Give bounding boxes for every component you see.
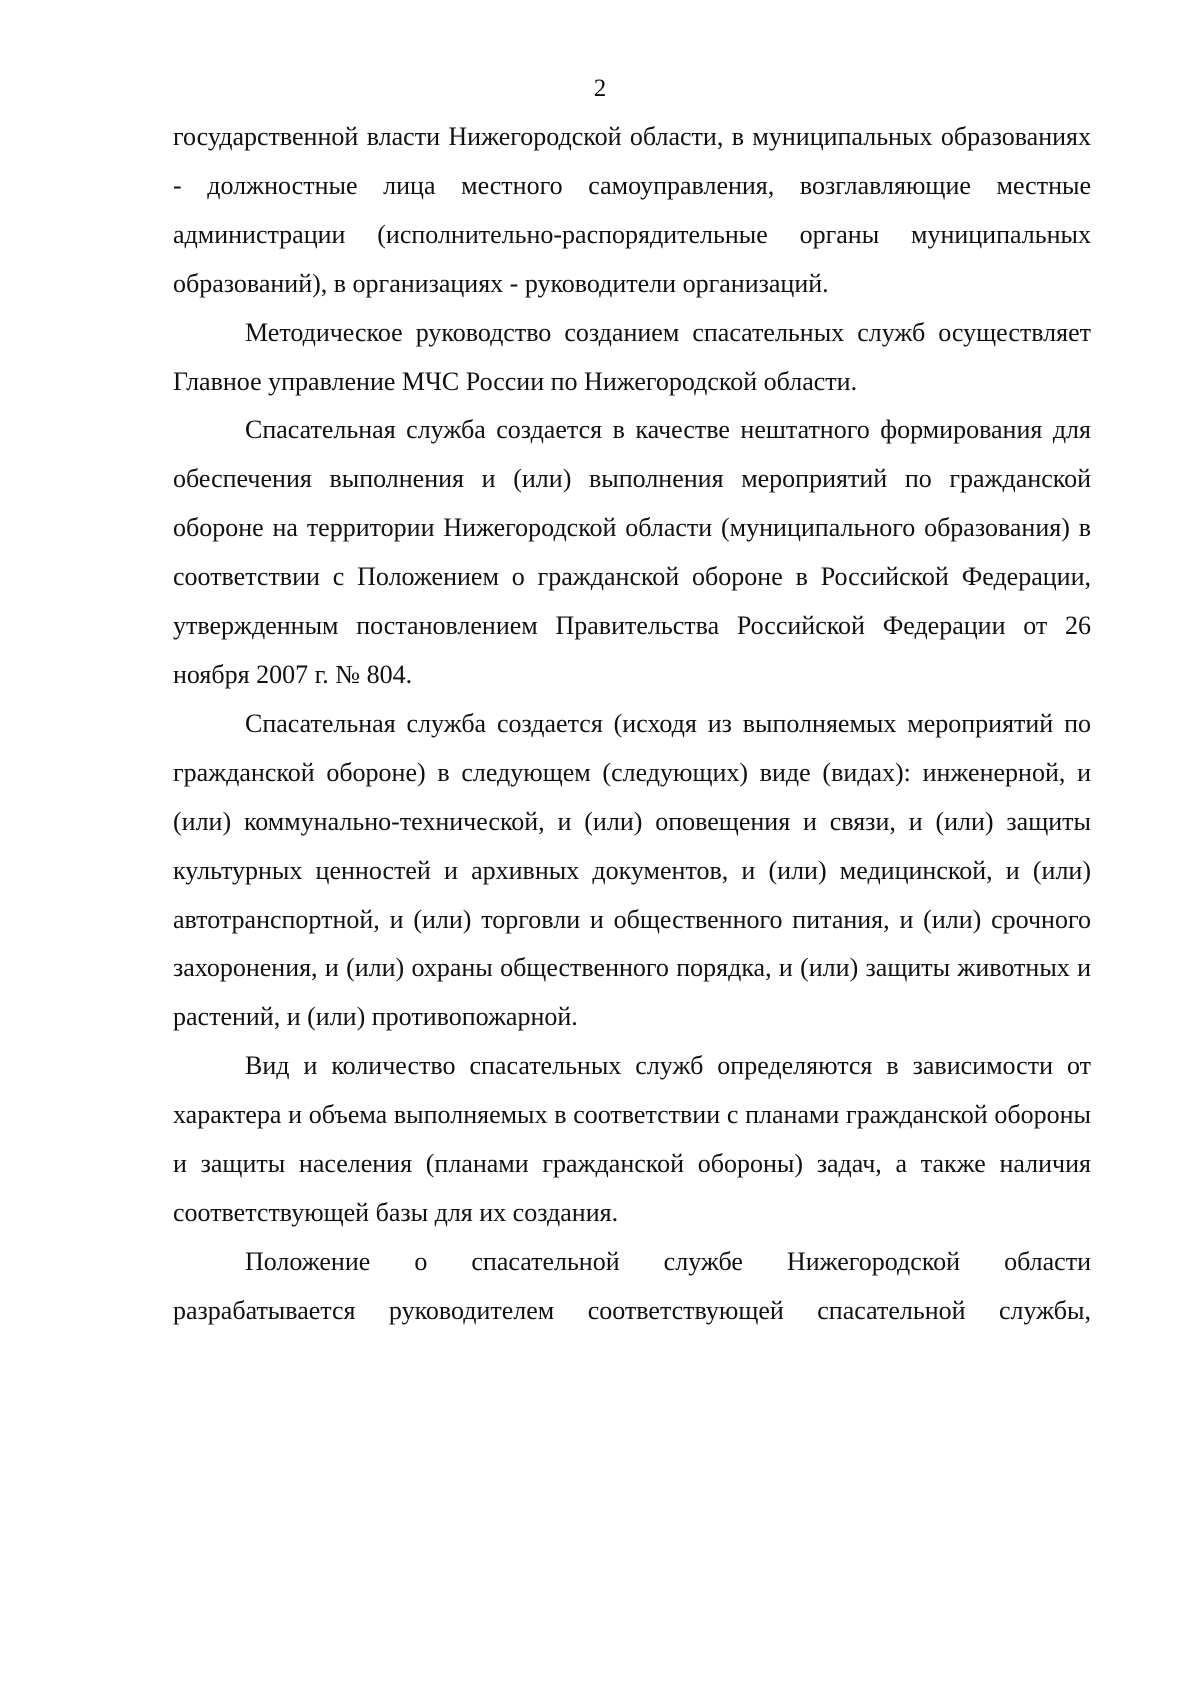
paragraph-3: Спасательная служба создается в качестве нештатного формирования для обеспечения выполнения и (или) выполнения мероприятий по гражданской обороне на территории Нижегородской области (муниципального образования) в соответствии с Положением о гражданской обороне в Российской Федерации, утвержденным постановлением Правительства Российской Федерации от 26 ноября 2007 г. № 804. [173,415,1091,689]
paragraph-5: Вид и количество спасательных служб определяются в зависимости от характера и объема выполняемых в соответствии с планами гражданской обороны и защиты населения (планами гражданской обороны) задач, а также наличия соответствующей базы для их создания. [173,1051,1091,1227]
page-number: 2 [593,75,607,102]
paragraph-2: Методическое руководство созданием спасательных служб осуществляет Главное управление МЧС России по Нижегородской области. [173,317,1091,396]
paragraph-1: государственной власти Нижегородской области, в муниципальных образованиях - должностные лица местного самоуправления, возглавляющие местные администрации (исполнительно-распорядительные органы муниципальных образований), в организациях - руководители организаций. [173,122,1091,298]
paragraph-4: Спасательная служба создается (исходя из выполняемых мероприятий по гражданской обороне) в следующем (следующих) виде (видах): инженерной, и (или) коммунально-технической, и (или) оповещения и связи, и (или) защиты культурных ценностей и архивных документов, и (или) медицинской, и (или) автотранспортной, и (или) торговли и общественного питания, и (или) срочного захоронения, и (или) охраны общественного порядка, и (или) защиты животных и растений, и (или) противопожарной. [173,708,1091,1032]
document-body [173,113,1091,1336]
paragraph-6: Положение о спасательной службе Нижегородской области разрабатывается руководителем соответствующей спасательной службы, [173,1246,1091,1325]
